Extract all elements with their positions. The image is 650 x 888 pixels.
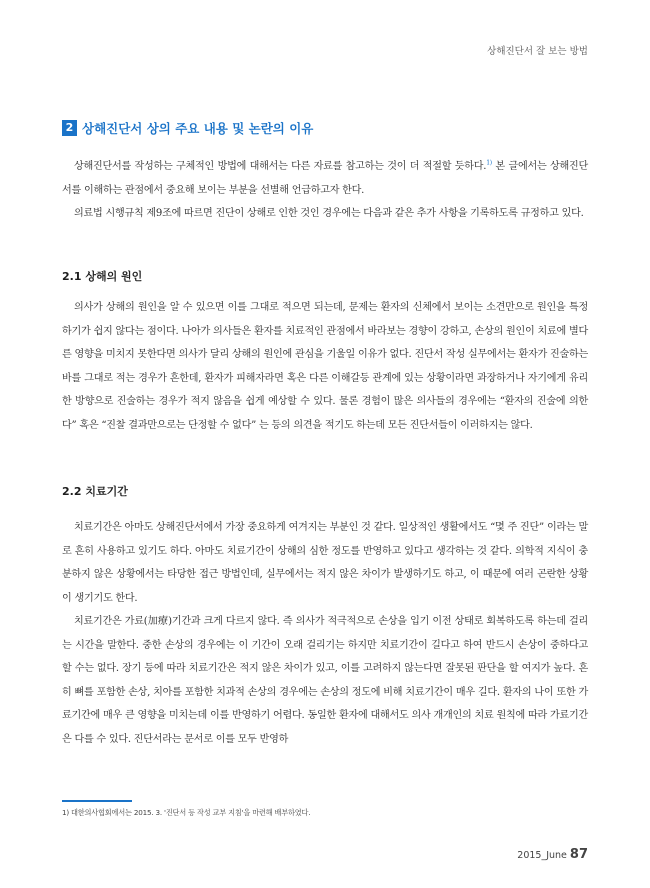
- running-header: 상해진단서 잘 보는 방법: [487, 46, 588, 57]
- section-title-text: 상해진단서 상의 주요 내용 및 논란의 이유: [82, 121, 314, 136]
- subsection-heading-treatment-period: 2.2 치료기간: [62, 485, 128, 498]
- footer-issue-label: 2015_June: [517, 850, 567, 861]
- treatment-paragraph-2: [62, 610, 588, 751]
- footnote-divider: [62, 800, 132, 802]
- section-number-badge: 2: [62, 120, 77, 136]
- intro-p1-text: 상해진단서를 작성하는 구체적인 방법에 대해서는 다른 자료를 참고하는 것이 더 적절할 듯하다.: [74, 161, 487, 172]
- cause-paragraph: [62, 296, 588, 437]
- intro-p2-text: 의료법 시행규칙 제9조에 따르면 진단이 상해로 인한 것인 경우에는 다음과 같은 추가 사항을 기록하도록 규정하고 있다.: [74, 208, 584, 219]
- footnote-marker[interactable]: 1): [486, 159, 492, 167]
- treatment-paragraph-1: [62, 516, 588, 610]
- page-number: 87: [569, 847, 588, 862]
- intro-paragraph-1: [62, 155, 588, 202]
- intro-paragraph-2: [62, 202, 588, 226]
- treatment-p2-text: 치료기간은 가료(加療)기간과 크게 다르지 않다. 즉 의사가 적극적으로 손상을 입기 이전 상태로 회복하도록 하는데 걸리는 시간을 말한다. 중한 손상의 경우에는 이 기간이 오래 걸리기는 하지만 치료기간이 길다고 하여 반드시 손상이 중하다고 할 수는 없다. 장기 등에 따라 치료기간은 적지 않은 차이가 있고, 이를 고려하지 않는다면 잘못된 판단을 할 여지가 높다. 흔히 뼈를 포함한 손상, 치아를 포함한 치과적 손상의 경우에는 손상의 정도에 비해 치료기간이 매우 길다. 환자의 나이 또한 가료기간에 매우 큰 영향을 미치는데 이를 반영하기 어렵다. 동일한 환자에 대해서도 의사 개개인의 치료 원칙에 따라 가료기간은 다를 수 있다. 진단서라는 문서로 이를 모두 반영하: [62, 616, 588, 745]
- page-footer: [517, 843, 588, 862]
- cause-paragraph-text: 의사가 상해의 원인을 알 수 있으면 이를 그대로 적으면 되는데, 문제는 환자의 신체에서 보이는 소견만으로 원인을 특정하기가 쉽지 않다는 점이다. 나아가 의사들은 환자를 치료적인 관점에서 바라보는 경향이 강하고, 손상의 원인이 치료에 별다른 영향을 미치지 못한다면 의사가 달리 상해의 원인에 관심을 기울일 이유가 없다. 진단서 작성 실무에서는 환자가 진술하는 바를 그대로 적는 경우가 흔한데, 환자가 피해자라면 혹은 다른 이해갈등 관계에 있는 상황이라면 과장하거나 자기에게 유리한 방향으로 진술하는 경우가 적지 않음을 쉽게 예상할 수 있다. 물론 경험이 많은 의사들의 경우에는 “환자의 진술에 의한다” 혹은 “진찰 결과만으로는 단정할 수 없다” 는 등의 의견을 적기도 하는데 모든 진단서들이 이러하지는 않다.: [62, 302, 588, 431]
- section-title: [62, 119, 313, 137]
- subsection-heading-cause: 2.1 상해의 원인: [62, 270, 143, 283]
- footnote: 1) 대한의사협회에서는 2015. 3. '진단서 등 작성 교부 지침'을 마련해 배부하였다.: [62, 808, 311, 817]
- intro-p1-text-cont: 본 글에서는 상해진단서를 이해하는 관점에서 중요해 보이는 부분을 선별해 언급하고자 한다.: [62, 161, 588, 196]
- treatment-p1-text: 치료기간은 아마도 상해진단서에서 가장 중요하게 여겨지는 부분인 것 같다. 일상적인 생활에서도 “몇 주 진단” 이라는 말로 흔히 사용하고 있기도 하다. 아마도 치료기간이 상해의 심한 정도를 반영하고 있다고 생각하는 것 같다. 의학적 지식이 충분하지 않은 상황에서는 타당한 접근 방법인데, 실무에서는 적지 않은 차이가 발생하기도 하고, 이 때문에 여러 곤란한 상황이 생기기도 한다.: [62, 522, 588, 604]
